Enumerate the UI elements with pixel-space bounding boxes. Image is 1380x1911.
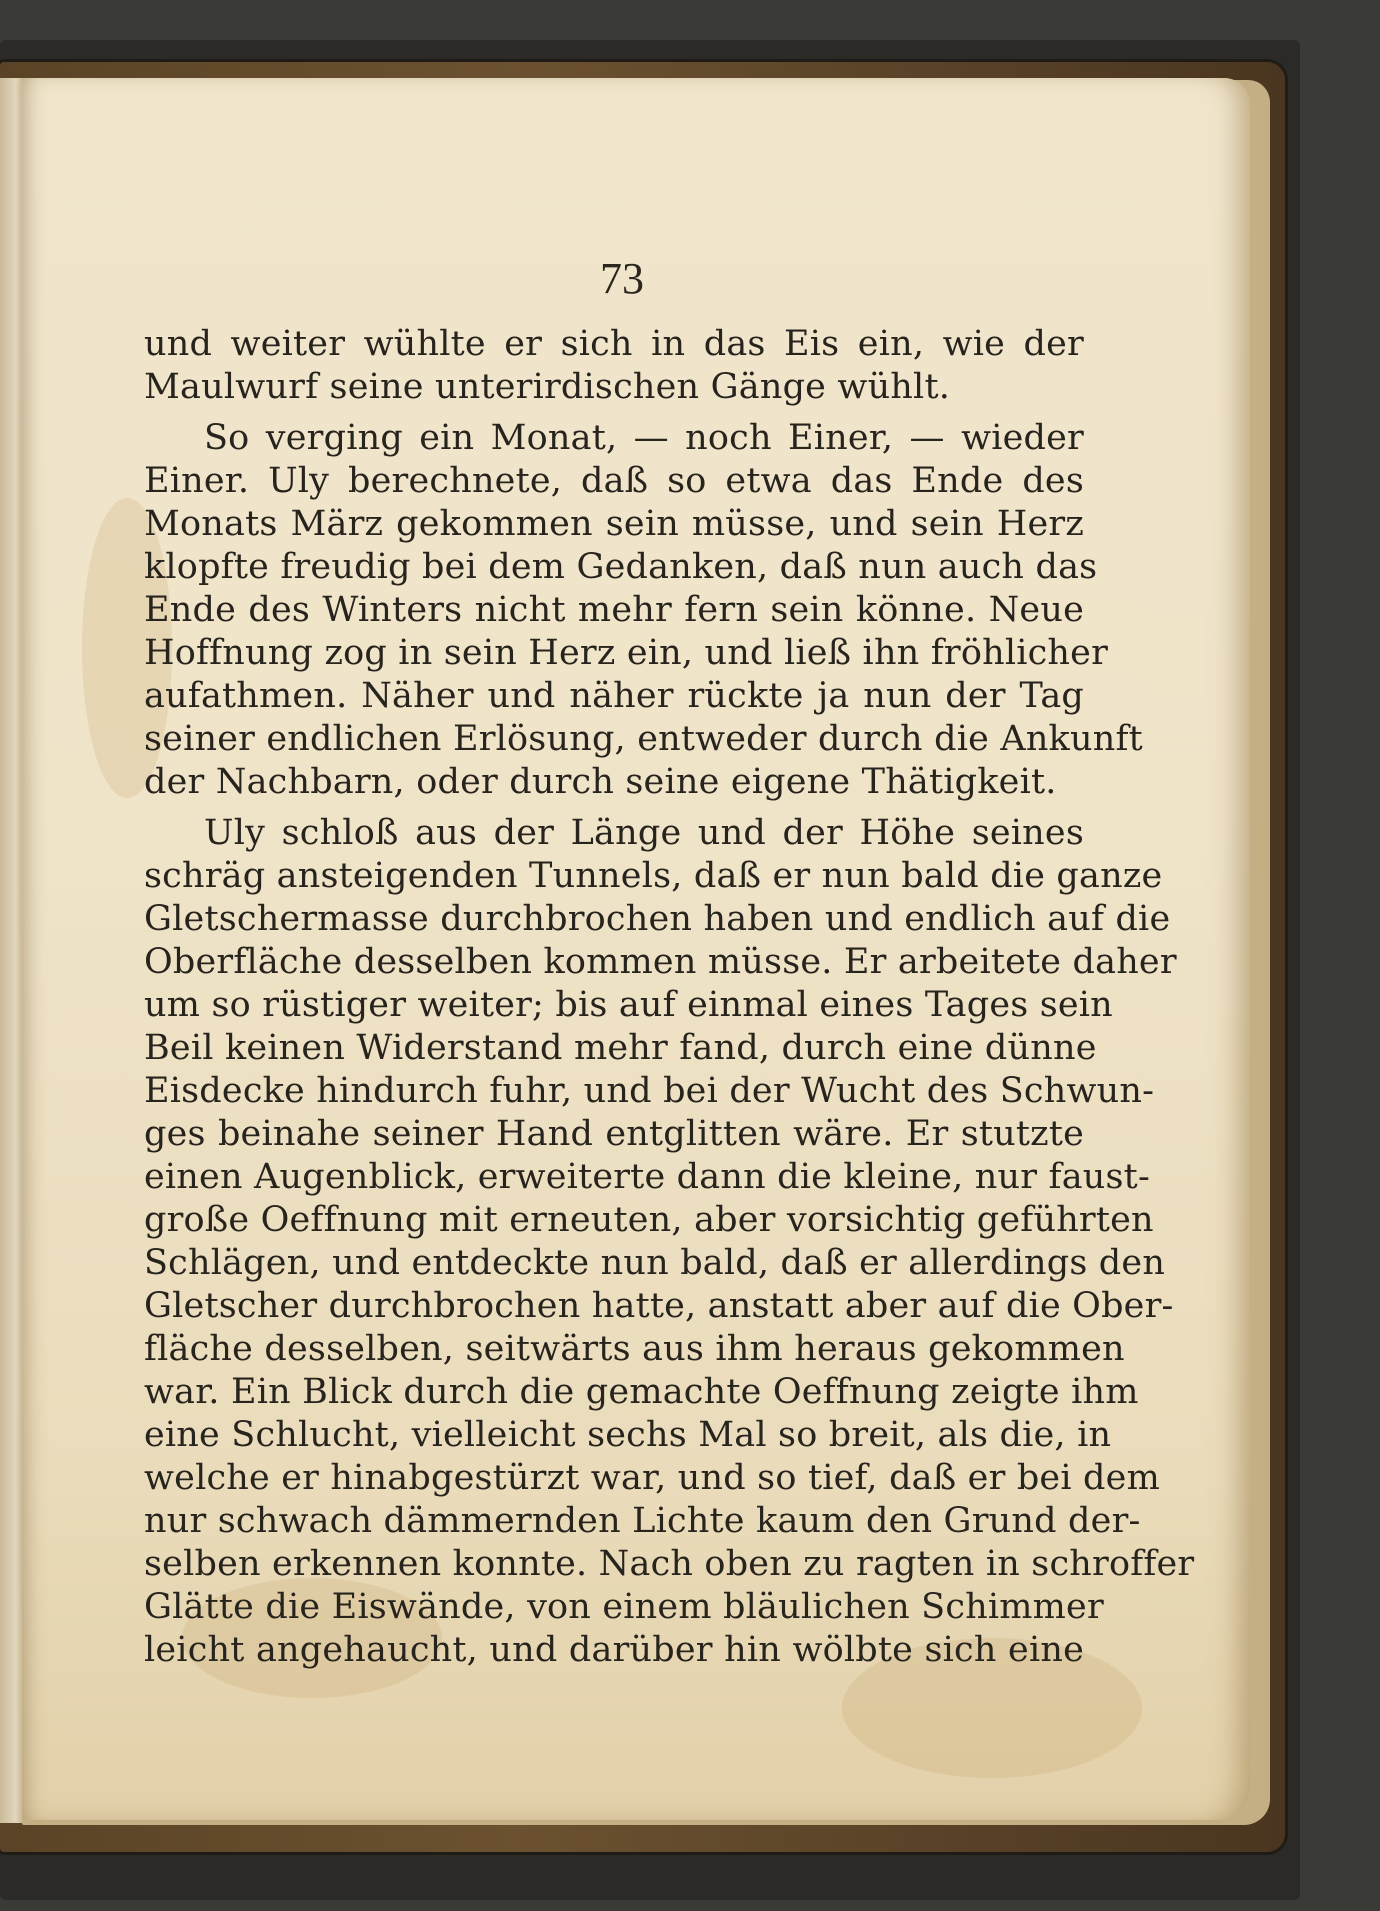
book-page [22,78,1250,1820]
text-line: welche er hinabgestürzt war, und so tief, daß er bei dem [144,1458,1160,1498]
text-line: der Nachbarn, oder durch seine eigene Thätigkeit. [144,762,1057,802]
text-line: Uly schloß aus der Länge und der Höhe seines [204,813,1084,853]
text-line: Glätte die Eiswände, von einem bläulichen Schimmer [144,1587,1104,1627]
text-line: aufathmen. Näher und näher rückte ja nun der Tag [144,676,1084,716]
text-line: Beil keinen Widerstand mehr fand, durch eine dünne [144,1028,1097,1068]
page-number: 73 [600,254,644,303]
text-line: Ende des Winters nicht mehr fern sein könne. Neue [144,590,1084,630]
paragraph-2 [144,417,1143,804]
text-line: war. Ein Blick durch die gemachte Oeffnung zeigte ihm [144,1372,1139,1412]
text-line: leicht angehaucht, und darüber hin wölbte sich eine [144,1630,1084,1670]
text-line: eine Schlucht, vielleicht sechs Mal so breit, als die, in [144,1415,1112,1455]
text-line: Gletscher durchbrochen hatte, anstatt aber auf die Ober- [144,1286,1174,1326]
text-line: um so rüstiger weiter; bis auf einmal eines Tages sein [144,985,1113,1025]
text-line: ges beinahe seiner Hand entglitten wäre. Er stutzte [144,1114,1084,1154]
text-line: nur schwach dämmernden Lichte kaum den Grund der- [144,1501,1141,1541]
text-line: Einer. Uly berechnete, daß so etwa das Ende des [144,461,1084,501]
text-line: Eisdecke hindurch fuhr, und bei der Wucht des Schwun- [144,1071,1155,1111]
paragraph-1 [144,323,1084,409]
text-line: Gletschermasse durchbrochen haben und endlich auf die [144,899,1171,939]
text-line: Maulwurf seine unterirdischen Gänge wühlt. [144,367,951,407]
text-line: selben erkennen konnte. Nach oben zu ragten in schroffer [144,1544,1195,1584]
text-line: klopfte freudig bei dem Gedanken, daß nun auch das [144,547,1098,587]
text-line: Monats März gekommen sein müsse, und sein Herz [144,504,1084,544]
text-line: So verging ein Monat, — noch Einer, — wieder [204,418,1084,458]
text-line: große Oeffnung mit erneuten, aber vorsichtig geführten [144,1200,1154,1240]
text-line: Oberfläche desselben kommen müsse. Er arbeitete daher [144,942,1177,982]
text-line: fläche desselben, seitwärts aus ihm heraus gekommen [144,1329,1125,1369]
text-line: seiner endlichen Erlösung, entweder durch die Ankunft [144,719,1143,759]
text-line: und weiter wühlte er sich in das Eis ein, wie der [144,324,1084,364]
body-text [144,323,1195,1672]
text-line: Schlägen, und entdeckte nun bald, daß er allerdings den [144,1243,1166,1283]
paragraph-3 [144,812,1195,1672]
text-line: einen Augenblick, erweiterte dann die kleine, nur faust- [144,1157,1150,1197]
text-line: Hoffnung zog in sein Herz ein, und ließ ihn fröhlicher [144,633,1109,673]
text-line: schräg ansteigenden Tunnels, daß er nun bald die ganze [144,856,1163,896]
